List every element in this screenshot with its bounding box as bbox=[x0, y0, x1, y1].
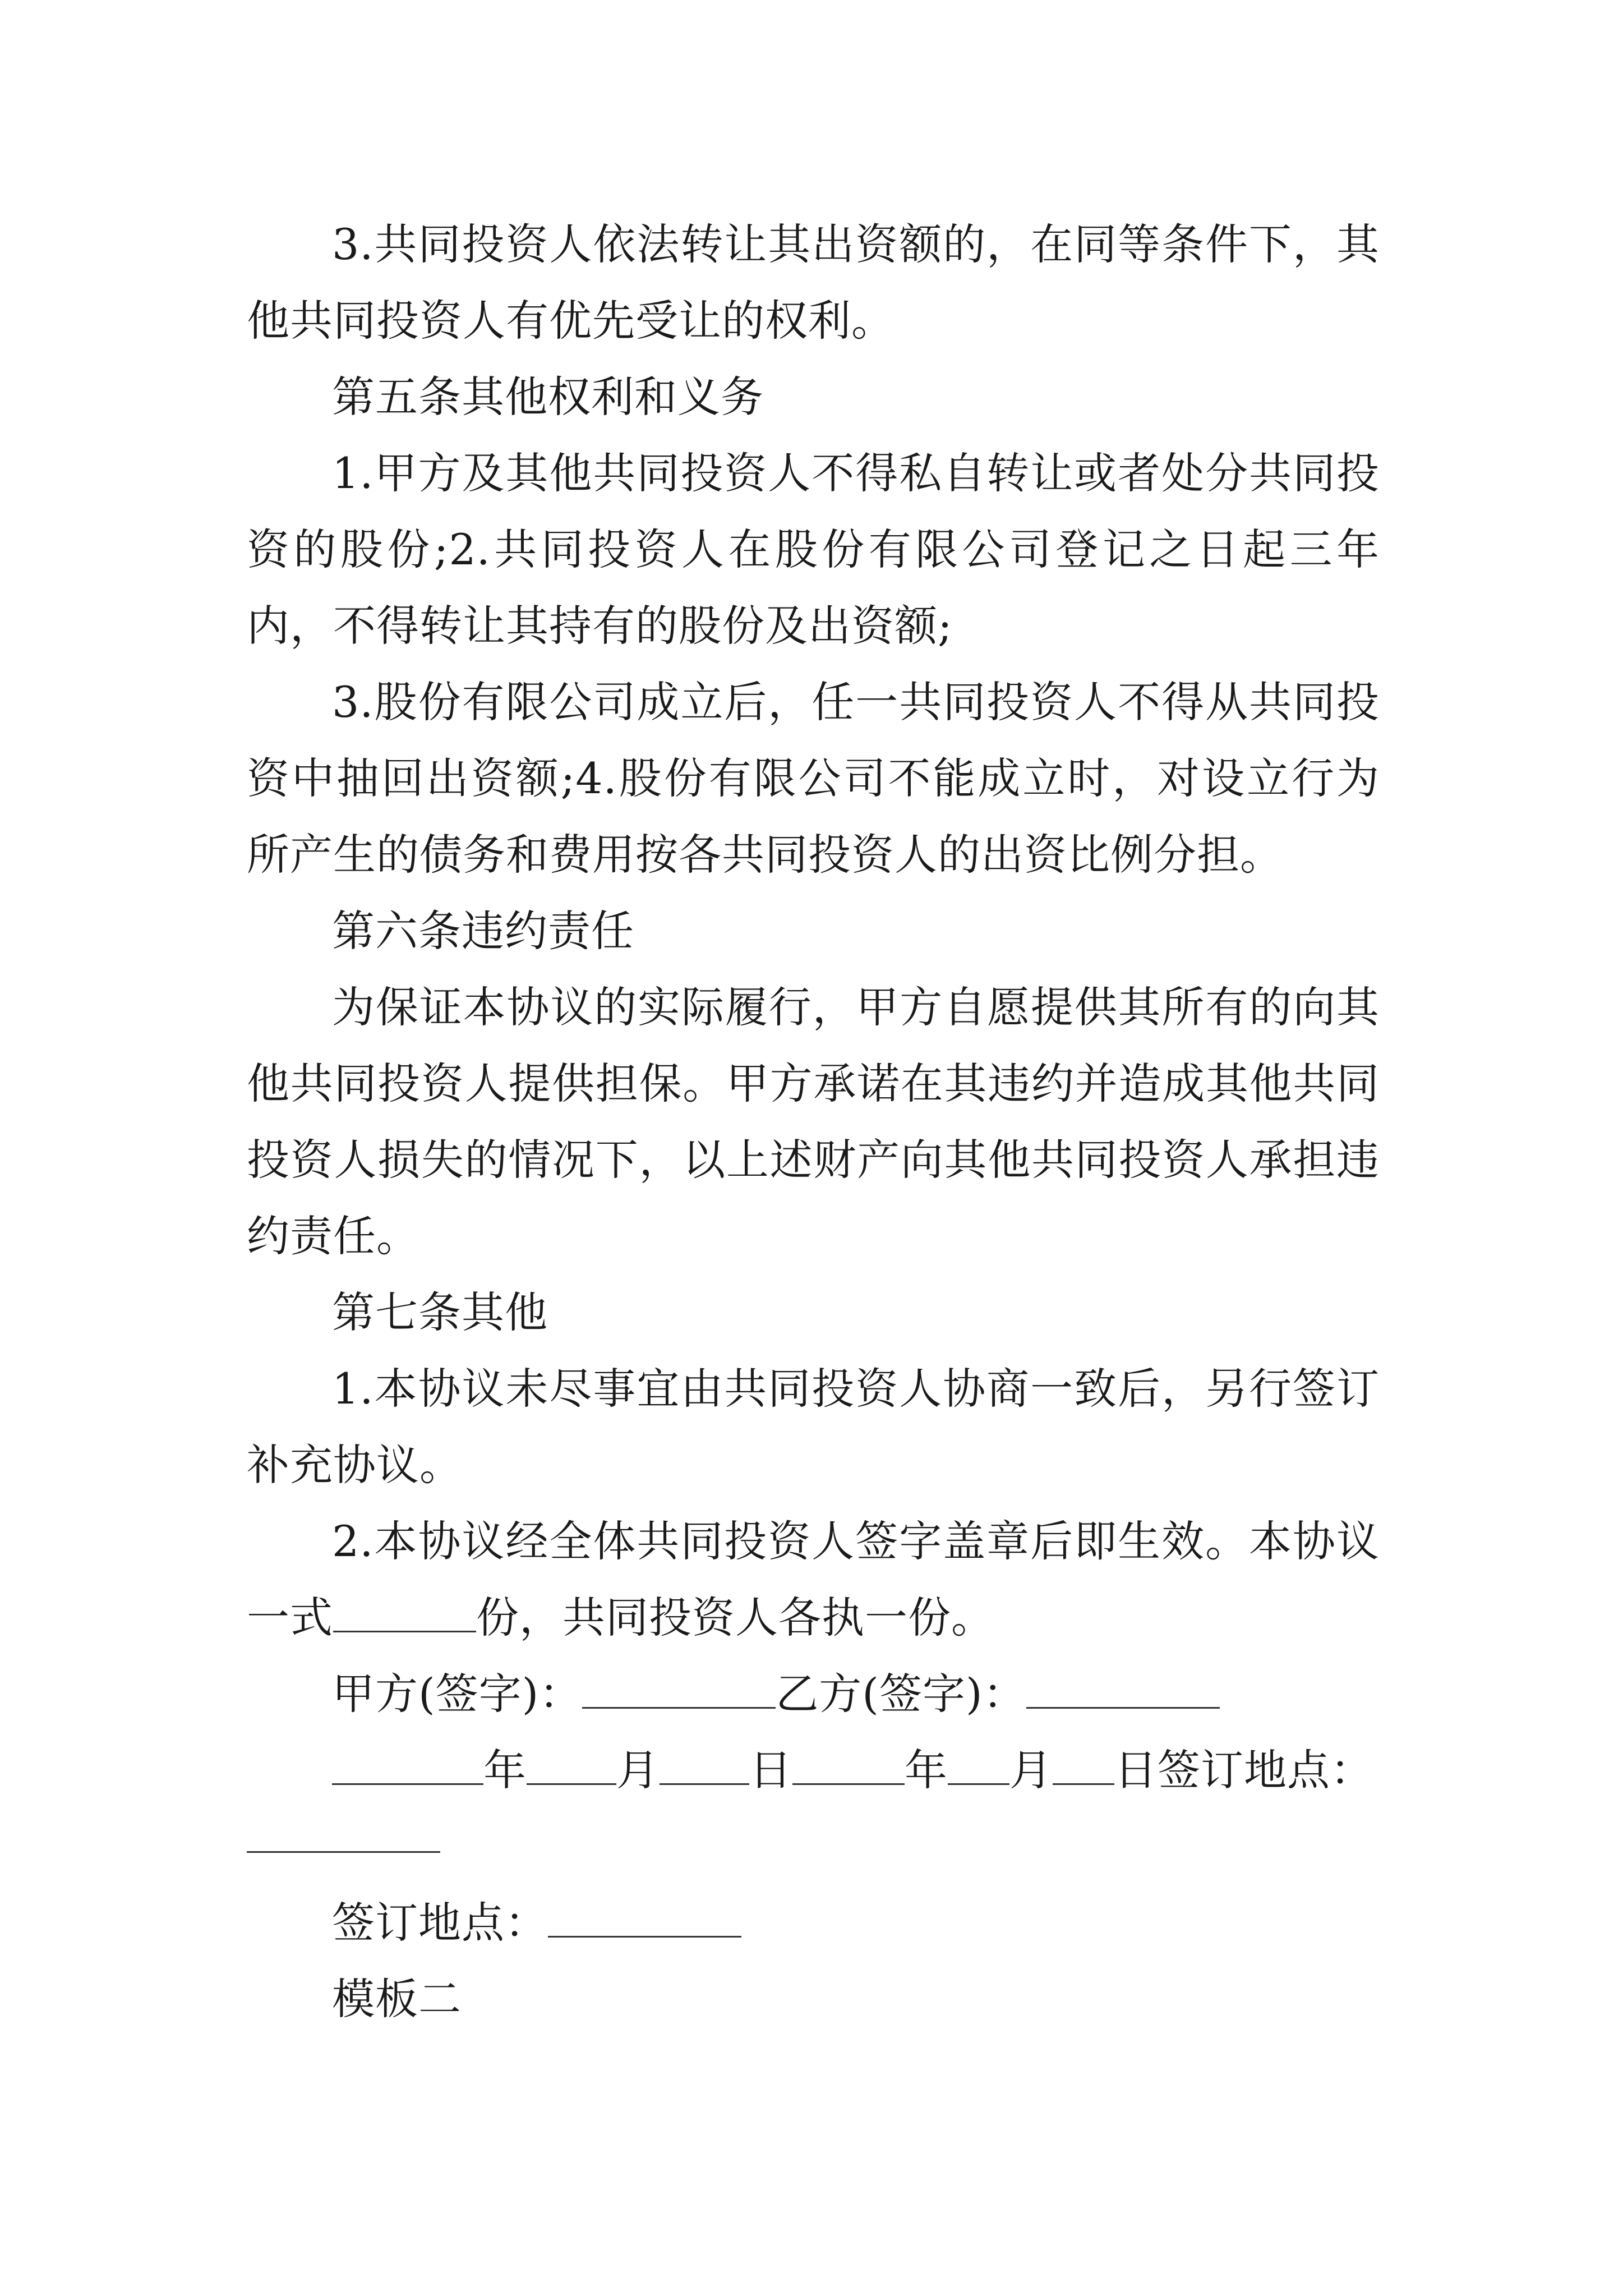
date-day-blank-1[interactable] bbox=[660, 1746, 749, 1785]
article-7-paragraph-2 bbox=[247, 1503, 1380, 1656]
article-5-paragraph-1: 1.甲方及其他共同投资人不得私自转让或者处分共同投资的股份;2.共同投资人在股份有限公司登记之日起三年内，不得转让其持有的股份及出资额; bbox=[247, 448, 1380, 651]
party-a-signature-blank[interactable] bbox=[582, 1670, 776, 1709]
date-day-label-1: 日 bbox=[749, 1745, 792, 1795]
copies-text-after: 份，共同投资人各执一份。 bbox=[476, 1593, 994, 1642]
date-day-place-label: 日签订地点： bbox=[1114, 1745, 1373, 1795]
copies-text-before: 2.本协议经全体共同投资人签字盖章后即生效。本协议一式 bbox=[247, 1516, 1380, 1642]
date-month-label-1: 月 bbox=[616, 1745, 660, 1795]
article-5-paragraph-2: 3.股份有限公司成立后，任一共同投资人不得从共同投资中抽回出资额;4.股份有限公司不能成立时，对设立行为所产生的债务和费用按各共同投资人的出资比例分担。 bbox=[247, 677, 1380, 880]
place-label: 签订地点： bbox=[332, 1898, 548, 1948]
place-continuation-blank[interactable] bbox=[247, 1814, 440, 1853]
place-continuation-line bbox=[247, 1809, 1380, 1885]
article-7-title: 第七条其他 bbox=[332, 1287, 548, 1337]
date-month-label-2: 月 bbox=[1009, 1745, 1053, 1795]
date-day-blank-2[interactable] bbox=[1053, 1746, 1114, 1785]
place-line bbox=[247, 1885, 1380, 1961]
template-two-title: 模板二 bbox=[332, 1974, 462, 2024]
article-6-title: 第六条违约责任 bbox=[332, 906, 634, 956]
date-month-blank-1[interactable] bbox=[527, 1746, 616, 1785]
party-b-label: 乙方(签字)： bbox=[776, 1669, 1026, 1719]
party-b-signature-blank[interactable] bbox=[1026, 1670, 1220, 1709]
place-blank[interactable] bbox=[548, 1899, 741, 1938]
article-7-paragraph-1: 1.本协议未尽事宜由共同投资人协商一致后，另行签订补充协议。 bbox=[247, 1364, 1380, 1490]
date-line bbox=[247, 1732, 1380, 1809]
document-body bbox=[247, 206, 1380, 2037]
clause-3: 3.共同投资人依法转让其出资额的，在同等条件下，其他共同投资人有优先受让的权利。 bbox=[247, 219, 1380, 346]
date-year-blank-1[interactable] bbox=[332, 1746, 483, 1785]
date-month-blank-2[interactable] bbox=[948, 1746, 1009, 1785]
party-a-label: 甲方(签字)： bbox=[332, 1669, 583, 1719]
article-5-title: 第五条其他权利和义务 bbox=[332, 372, 764, 422]
article-6-paragraph-1: 为保证本协议的实际履行，甲方自愿提供其所有的向其他共同投资人提供担保。甲方承诺在其违约并造成其他共同投资人损失的情况下，以上述财产向其他共同投资人承担违约责任。 bbox=[247, 982, 1380, 1261]
signature-line bbox=[247, 1656, 1380, 1732]
date-year-blank-2[interactable] bbox=[792, 1746, 905, 1785]
date-year-label-1: 年 bbox=[483, 1745, 527, 1795]
copies-blank[interactable] bbox=[333, 1594, 476, 1632]
date-year-label-2: 年 bbox=[905, 1745, 948, 1795]
